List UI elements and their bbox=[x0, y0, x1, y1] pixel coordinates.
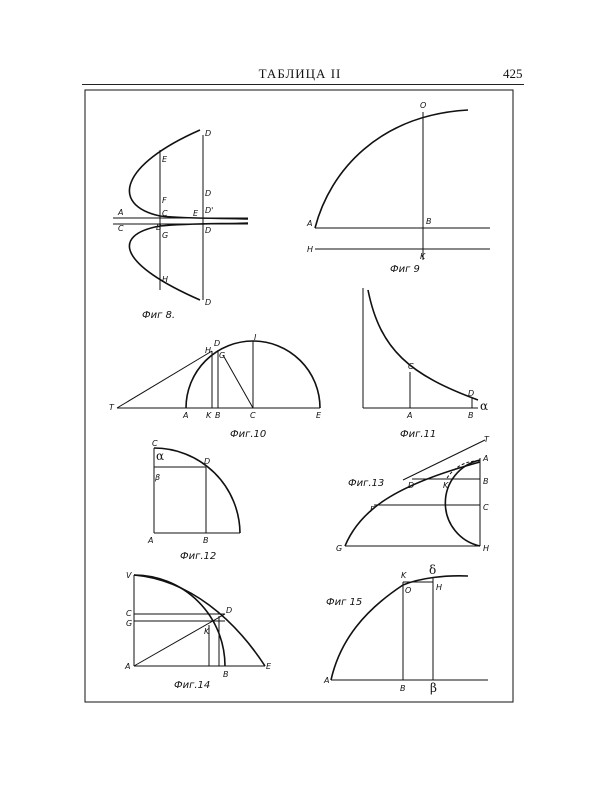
label-g: G bbox=[126, 619, 133, 628]
tangent-line bbox=[117, 351, 212, 408]
label-f: F bbox=[370, 505, 375, 514]
upper-curve bbox=[129, 130, 248, 219]
figure-11 bbox=[363, 288, 488, 440]
label-a: A bbox=[125, 662, 131, 671]
figure-12 bbox=[147, 439, 240, 562]
label-beta: β bbox=[155, 473, 161, 482]
quarter-circle bbox=[154, 448, 240, 533]
plate-title: ТАБЛИЦА II bbox=[258, 66, 342, 81]
label-d: D bbox=[408, 481, 415, 490]
label-h: H bbox=[436, 583, 443, 592]
label-a: A bbox=[407, 411, 413, 420]
figure-caption: Фиг 8. bbox=[142, 310, 176, 321]
label-e: E bbox=[193, 209, 199, 218]
label-a: A bbox=[307, 219, 313, 228]
label-k: K bbox=[204, 627, 210, 636]
figure-15 bbox=[323, 563, 488, 695]
secant-line bbox=[223, 355, 253, 408]
label-k: K bbox=[206, 411, 212, 420]
label-e: E bbox=[316, 411, 322, 420]
label-f: F bbox=[162, 196, 167, 205]
label-h: H bbox=[483, 544, 490, 553]
label-c: C bbox=[408, 362, 414, 371]
label-k: K bbox=[420, 252, 426, 261]
label-b: B bbox=[426, 217, 432, 226]
label-alpha: α bbox=[156, 449, 165, 463]
label-o: O bbox=[420, 101, 427, 110]
radius-line bbox=[134, 614, 225, 666]
figure-8 bbox=[113, 129, 248, 321]
label-t: T bbox=[484, 435, 489, 444]
label-c: C bbox=[118, 224, 124, 233]
label-o: O bbox=[405, 586, 412, 595]
label-b: B bbox=[483, 477, 489, 486]
label-a: A bbox=[183, 411, 189, 420]
label-h: H bbox=[307, 245, 314, 254]
curve bbox=[315, 110, 468, 228]
label-e: E bbox=[162, 155, 168, 164]
parabola bbox=[345, 462, 480, 546]
figure-caption: Фиг.14 bbox=[174, 680, 211, 691]
figure-caption: Фиг.11 bbox=[400, 429, 437, 440]
label-i: I bbox=[254, 333, 257, 342]
figure-14 bbox=[124, 571, 272, 691]
label-d: D bbox=[205, 189, 212, 198]
label-b: B bbox=[468, 411, 474, 420]
curve bbox=[331, 576, 468, 680]
label-k: K bbox=[401, 571, 407, 580]
label-delta: δ bbox=[429, 563, 437, 577]
label-k: K bbox=[443, 481, 449, 490]
figure-9 bbox=[306, 101, 490, 275]
label-d-prime: D' bbox=[205, 206, 214, 215]
label-d: D bbox=[214, 339, 221, 348]
figure-13 bbox=[336, 435, 490, 553]
label-beta: β bbox=[430, 681, 437, 695]
plate-frame bbox=[85, 90, 513, 702]
figure-caption: Фиг.13 bbox=[348, 478, 385, 489]
label-d: D bbox=[204, 457, 211, 466]
label-a: A bbox=[324, 676, 330, 685]
label-alpha: α bbox=[480, 399, 489, 413]
lower-curve bbox=[129, 223, 248, 300]
label-g: G bbox=[336, 544, 343, 553]
label-d: D bbox=[468, 389, 475, 398]
figure-caption: Фиг 9 bbox=[390, 264, 420, 275]
label-a: A bbox=[148, 536, 154, 545]
label-v: V bbox=[126, 571, 132, 580]
figure-10 bbox=[109, 333, 322, 440]
label-c: C bbox=[250, 411, 256, 420]
tangent-line bbox=[403, 440, 485, 480]
label-b: B bbox=[215, 411, 221, 420]
label-c: C bbox=[483, 503, 489, 512]
figure-caption: Фиг 15 bbox=[326, 597, 363, 608]
label-t: T bbox=[109, 403, 114, 412]
label-h: H bbox=[205, 346, 212, 355]
hyperbola bbox=[368, 290, 478, 400]
label-c: C bbox=[162, 209, 168, 218]
label-b: B bbox=[203, 536, 209, 545]
label-e: E bbox=[266, 662, 272, 671]
label-d: D bbox=[205, 226, 212, 235]
label-d: D bbox=[205, 298, 212, 307]
label-b: B bbox=[223, 670, 229, 679]
label-g: G bbox=[219, 351, 226, 360]
label-a: A bbox=[118, 208, 124, 217]
label-b: B bbox=[156, 223, 162, 232]
label-g: G bbox=[162, 231, 169, 240]
label-b: B bbox=[400, 684, 406, 693]
figure-caption: Фиг.12 bbox=[180, 551, 217, 562]
label-c: C bbox=[152, 439, 158, 448]
label-h: H bbox=[162, 275, 169, 284]
label-d: D bbox=[205, 129, 212, 138]
figure-caption: Фиг.10 bbox=[230, 429, 267, 440]
label-c: C bbox=[126, 609, 132, 618]
label-a: A bbox=[483, 454, 489, 463]
label-d: D bbox=[226, 606, 233, 615]
page-number: 425 bbox=[503, 66, 523, 81]
